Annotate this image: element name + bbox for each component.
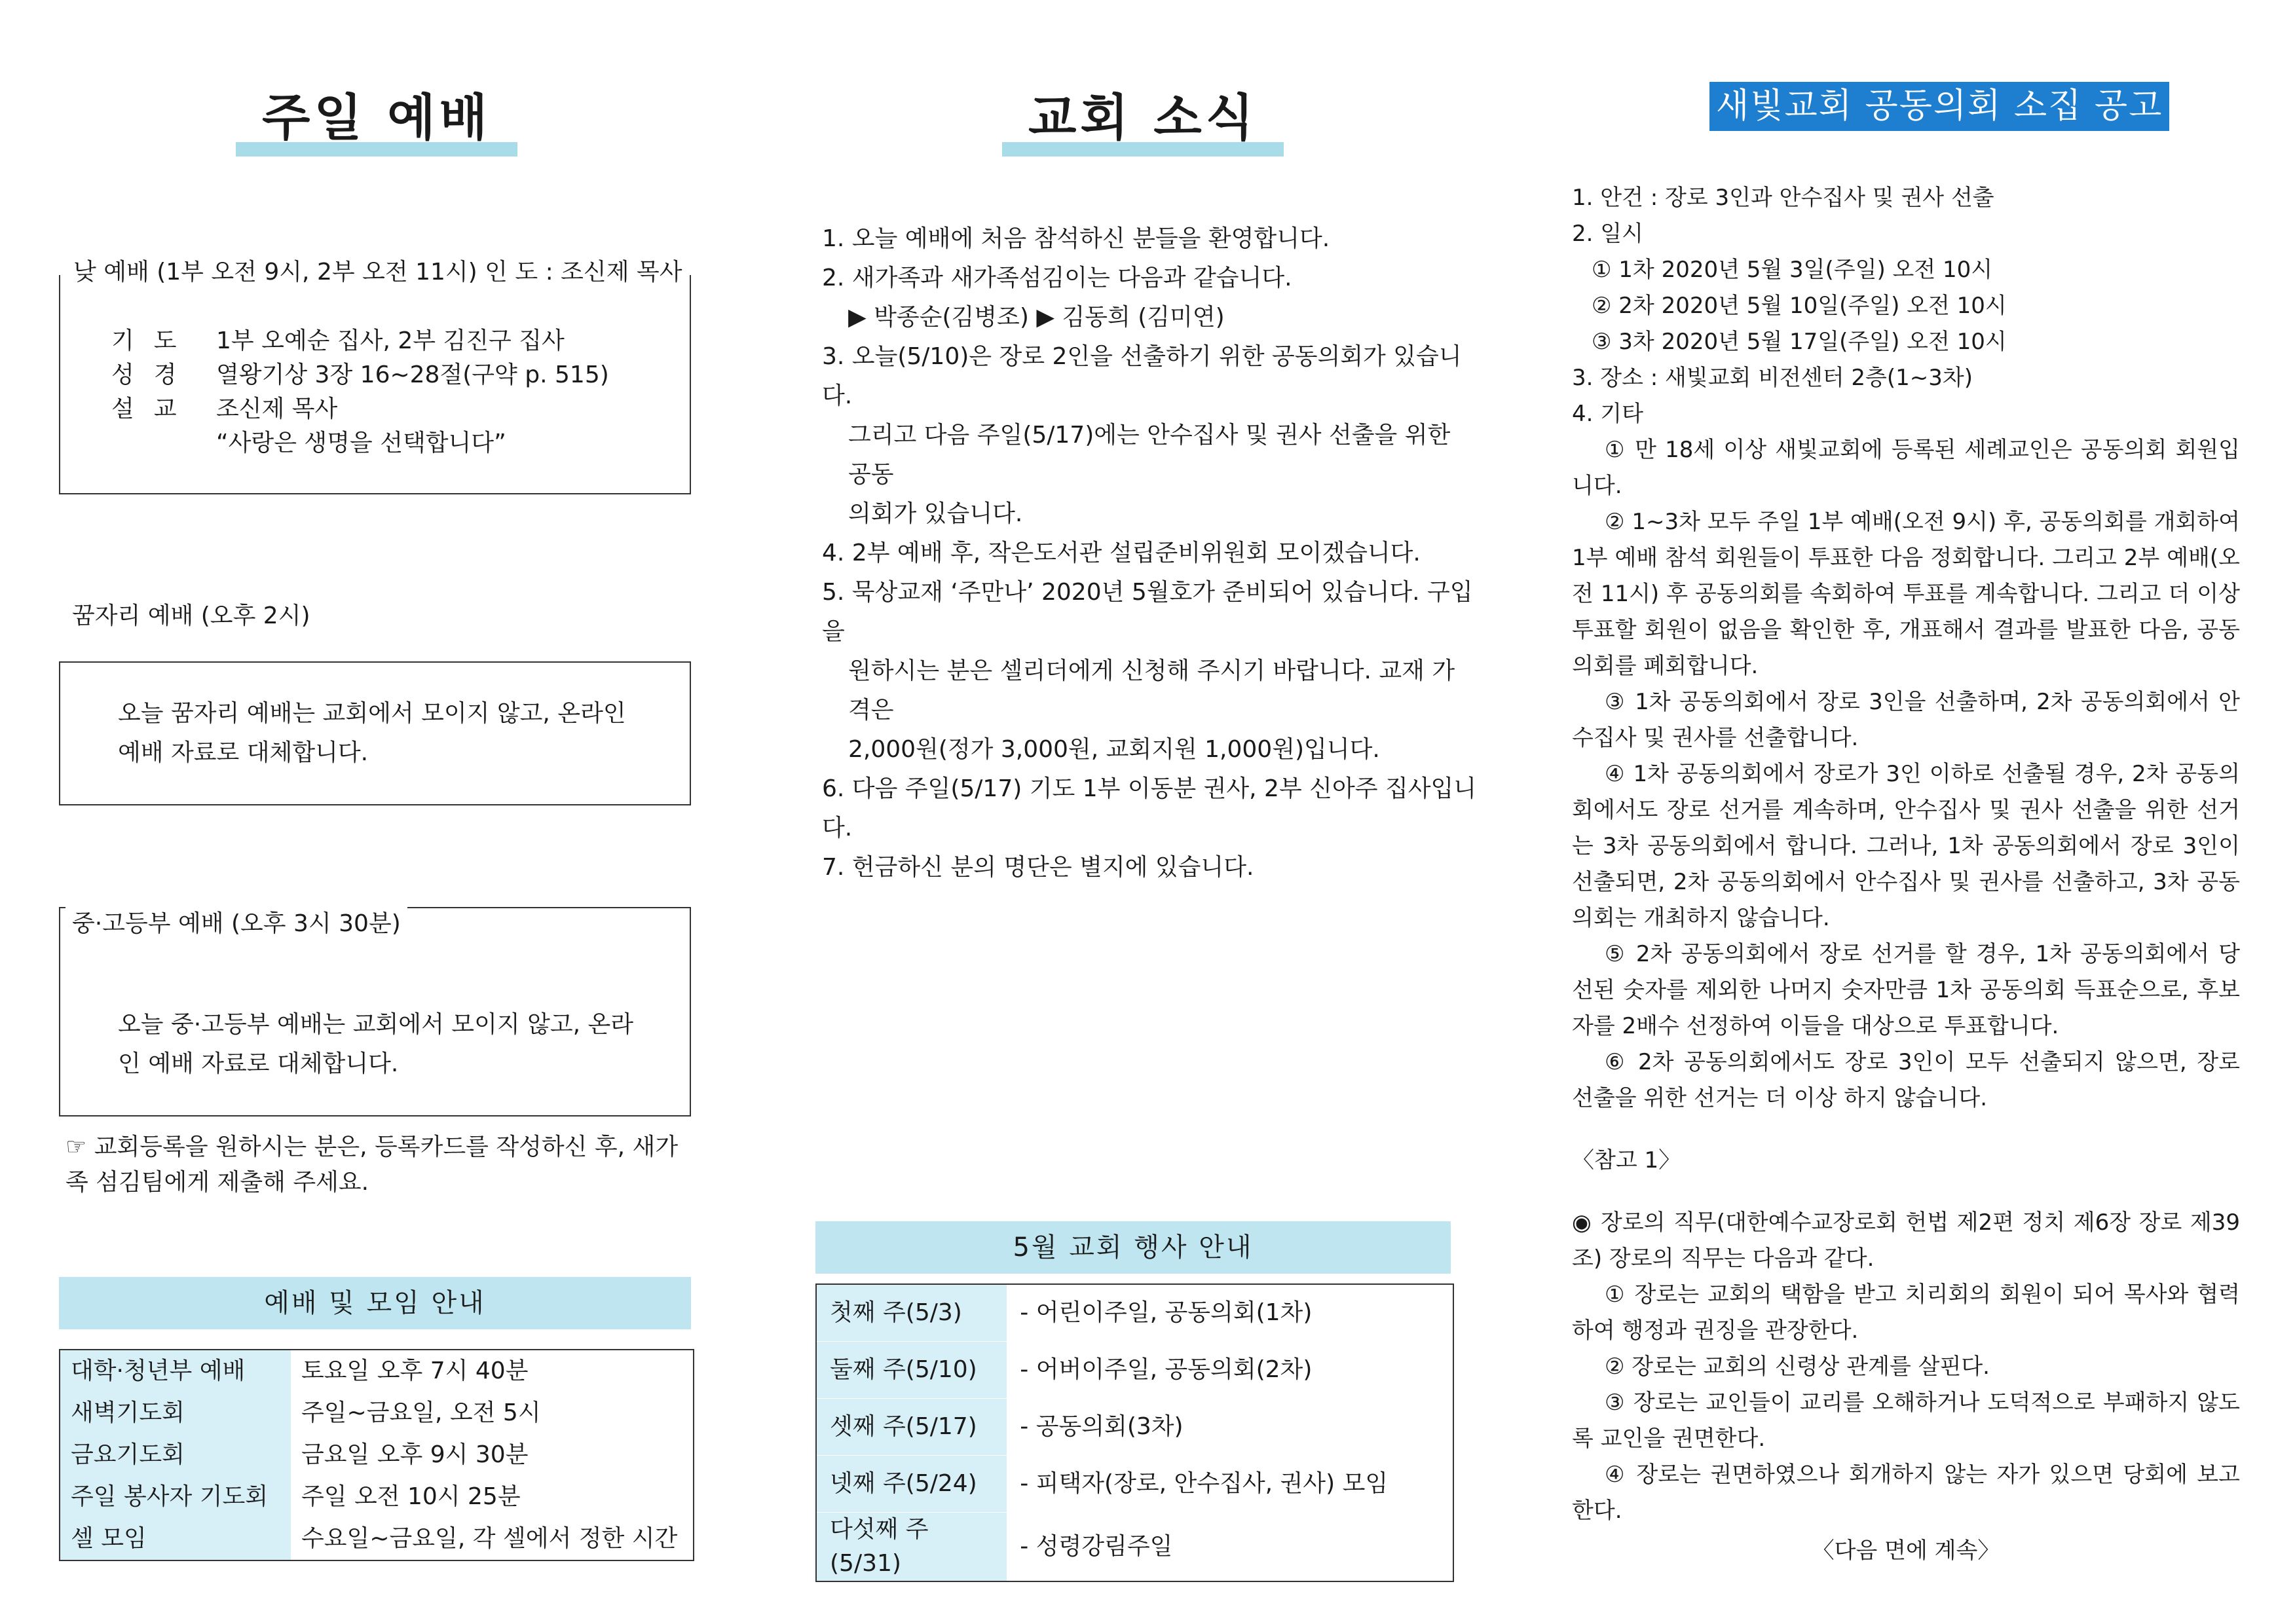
table-row xyxy=(816,1513,1453,1582)
list-item: 그리고 다음 주일(5/17)에는 안수집사 및 권사 선출을 위한 공동 xyxy=(848,422,1451,488)
notice-title: 새빛교회 공동의회 소집 공고 xyxy=(1709,82,2169,131)
duty-item: ③ 장로는 교인들이 교리를 오해하거나 도덕적으로 부패하지 않도록 교인을 권면한다. xyxy=(1572,1390,2240,1452)
schedule-time: 금요일 오후 9시 30분 xyxy=(301,1441,529,1468)
table-row xyxy=(816,1284,1453,1342)
sermon-row xyxy=(72,392,681,426)
dream-worship-body: 오늘 꿈자리 예배는 교회에서 모이지 않고, 온라인 예배 자료로 대체합니다. xyxy=(118,700,626,766)
schedule-time: 수요일~금요일, 각 셀에서 정한 시간 xyxy=(301,1524,678,1552)
schedule-time: 주일 오전 10시 25분 xyxy=(301,1483,521,1510)
etc-heading: 4. 기타 xyxy=(1572,401,1643,427)
etc-item: ⑤ 2차 공동의회에서 장로 선거를 할 경우, 1차 공동의회에서 당선된 숫자를 제외한 나머지 숫자만큼 1차 공동의회 득표순으로, 후보자를 2배수 선정하여 이들을 대상으로 투표합니다. xyxy=(1572,941,2240,1039)
event-week: 둘째 주(5/10) xyxy=(816,1342,1007,1399)
list-item: 5. 묵상교재 ‘주만나’ 2020년 5월호가 준비되어 있습니다. 구입을 xyxy=(822,579,1473,645)
continued-note: 〈다음 면에 계속〉 xyxy=(1812,1538,2000,1564)
row-value: 조신제 목사 xyxy=(216,396,338,422)
etc-item: ② 1~3차 모두 주일 1부 예배(오전 9시) 후, 공동의회를 개회하여 1부 예배 참석 회원들이 투표한 다음 정회합니다. 그리고 2부 예배(오전 11시) 후 공동의회를 속회하여 투표를 계속합니다. 그리고 더 이상 투표할 회원이 없음을 확인한 후, 개표해서 결과를 발표한 다음, 공동의회를 폐회합니다. xyxy=(1572,509,2240,679)
event-week: 다섯째 주(5/31) xyxy=(816,1513,1007,1582)
list-item: 4. 2부 예배 후, 작은도서관 설립준비위원회 모이겠습니다. xyxy=(822,540,1421,566)
table-row xyxy=(816,1399,1453,1456)
etc-item: ④ 1차 공동의회에서 장로가 3인 이하로 선출될 경우, 2차 공동의회에서도 장로 선거를 계속하며, 안수집사 및 권사 선출을 위한 선거는 3차 공동의회에서 합니다. 그러나, 1차 공동의회에서 장로 3인이 선출되면, 2차 공동의회에서 안수집사 및 권사를 선출하고, 3차 공동의회는 개최하지 않습니다. xyxy=(1572,761,2240,931)
schedule-table xyxy=(59,1349,694,1561)
row-label: 설교 xyxy=(111,396,196,422)
event-week: 넷째 주(5/24) xyxy=(816,1456,1007,1513)
worship-column xyxy=(59,0,707,1624)
etc-item: ⑥ 2차 공동의회에서도 장로 3인이 모두 선출되지 않으면, 장로 선출을 위한 선거는 더 이상 하지 않습니다. xyxy=(1572,1049,2240,1111)
event-desc: - 피택자(장로, 안수집사, 권사) 모임 xyxy=(1007,1456,1453,1513)
list-item: 2. 새가족과 새가족섬김이는 다음과 같습니다. xyxy=(822,265,1292,291)
duty-item: ① 장로는 교회의 택함을 받고 치리회의 회원이 되어 목사와 협력하여 행정과 권징을 관장한다. xyxy=(1572,1282,2240,1344)
event-desc: - 공동의회(3차) xyxy=(1007,1399,1453,1456)
event-week: 첫째 주(5/3) xyxy=(816,1284,1007,1342)
duty-intro: ◉ 장로의 직무(대한예수교장로회 헌법 제2편 정치 제6장 장로 제39조) 장로의 직무는 다음과 같다. xyxy=(1572,1209,2240,1272)
events-title: 5월 교회 행사 안내 xyxy=(815,1221,1451,1274)
news-list xyxy=(822,219,1477,887)
day-worship-details xyxy=(72,324,681,460)
place: 3. 장소 : 새빛교회 비전센터 2층(1~3차) xyxy=(1572,365,1973,391)
youth-worship-header: 중·고등부 예배 (오후 3시 30분) xyxy=(65,907,407,941)
duty-item: ④ 장로는 권면하였으나 회개하지 않는 자가 있으면 당회에 보고한다. xyxy=(1572,1462,2240,1524)
sermon-title-row xyxy=(72,426,681,460)
notice-body xyxy=(1572,180,2240,1569)
event-desc: - 성령강림주일 xyxy=(1007,1513,1453,1582)
row-label: 기도 xyxy=(111,327,196,354)
event-desc: - 어린이주일, 공동의회(1차) xyxy=(1007,1284,1453,1342)
list-item: 6. 다음 주일(5/17) 기도 1부 이동분 권사, 2부 신아주 집사입니다. xyxy=(822,775,1477,841)
scripture-row xyxy=(72,358,681,392)
sermon-title: “사랑은 생명을 선택합니다” xyxy=(216,430,506,456)
news-title-wrap xyxy=(1002,82,1284,157)
list-item: 7. 헌금하신 분의 명단은 별지에 있습니다. xyxy=(822,854,1254,881)
table-row xyxy=(60,1350,694,1392)
schedule-name: 대학·청년부 예배 xyxy=(60,1350,291,1392)
schedule-name: 새벽기도회 xyxy=(60,1392,291,1434)
list-item: 의회가 있습니다. xyxy=(848,500,1023,527)
etc-item: ① 만 18세 이상 새빛교회에 등록된 세례교인은 공동의회 회원입니다. xyxy=(1572,437,2240,499)
schedule-title: 예배 및 모임 안내 xyxy=(59,1277,691,1329)
reference-heading: 〈참고 1〉 xyxy=(1572,1147,1681,1173)
table-row xyxy=(816,1456,1453,1513)
schedule-time: 토요일 오후 7시 40분 xyxy=(301,1357,529,1384)
worship-title-wrap xyxy=(236,82,517,157)
table-row xyxy=(60,1518,694,1560)
news-column xyxy=(815,0,1477,1624)
event-desc: - 어버이주일, 공동의회(2차) xyxy=(1007,1342,1453,1399)
list-item: 2,000원(정가 3,000원, 교회지원 1,000원)입니다. xyxy=(848,736,1380,763)
news-title: 교회 소식 xyxy=(1028,88,1258,147)
row-label: 성경 xyxy=(111,361,196,388)
day-worship-header: 낮 예배 (1부 오전 9시, 2부 오전 11시) 인 도 : 조신제 목사 xyxy=(73,255,682,289)
schedule-name: 주일 봉사자 기도회 xyxy=(60,1476,291,1518)
schedule-time: 주일~금요일, 오전 5시 xyxy=(301,1399,541,1426)
list-item: 1. 오늘 예배에 처음 참석하신 분들을 환영합니다. xyxy=(822,225,1330,252)
table-row xyxy=(60,1434,694,1476)
list-item: 3. 오늘(5/10)은 장로 2인을 선출하기 위한 공동의회가 있습니다. xyxy=(822,343,1462,409)
worship-title: 주일 예배 xyxy=(261,88,492,147)
register-note: ☞ 교회등록을 원하시는 분은, 등록카드를 작성하신 후, 새가족 섬김팀에게 제출해 주세요. xyxy=(65,1134,679,1196)
table-row xyxy=(816,1342,1453,1399)
table-row xyxy=(60,1392,694,1434)
agenda: 1. 안건 : 장로 3인과 안수집사 및 권사 선출 xyxy=(1572,185,1994,211)
date-heading: 2. 일시 xyxy=(1572,221,1643,247)
events-table xyxy=(815,1283,1454,1582)
list-item: 원하시는 분은 셀리더에게 신청해 주시기 바랍니다. 교재 가격은 xyxy=(848,657,1455,724)
dream-worship-header: 꿈자리 예배 (오후 2시) xyxy=(72,599,310,633)
notice-column xyxy=(1572,0,2247,1624)
event-week: 셋째 주(5/17) xyxy=(816,1399,1007,1456)
row-value: 1부 오예순 집사, 2부 김진구 집사 xyxy=(216,327,565,354)
duty-item: ② 장로는 교회의 신령상 관계를 살핀다. xyxy=(1605,1354,1990,1380)
date-item: ② 2차 2020년 5월 10일(주일) 오전 10시 xyxy=(1592,293,2007,319)
date-item: ③ 3차 2020년 5월 17일(주일) 오전 10시 xyxy=(1592,329,2007,355)
prayer-row xyxy=(72,324,681,358)
list-item: ▶ 박종순(김병조) ▶ 김동희 (김미연) xyxy=(848,304,1225,331)
youth-worship-body: 오늘 중·고등부 예배는 교회에서 모이지 않고, 온라인 예배 자료로 대체합니다. xyxy=(118,1011,634,1077)
date-item: ① 1차 2020년 5월 3일(주일) 오전 10시 xyxy=(1592,257,1993,283)
schedule-name: 셀 모임 xyxy=(60,1518,291,1560)
row-value: 열왕기상 3장 16~28절(구약 p. 515) xyxy=(216,361,609,388)
schedule-name: 금요기도회 xyxy=(60,1434,291,1476)
etc-item: ③ 1차 공동의회에서 장로 3인을 선출하며, 2차 공동의회에서 안수집사 및 권사를 선출합니다. xyxy=(1572,689,2240,751)
table-row xyxy=(60,1476,694,1518)
